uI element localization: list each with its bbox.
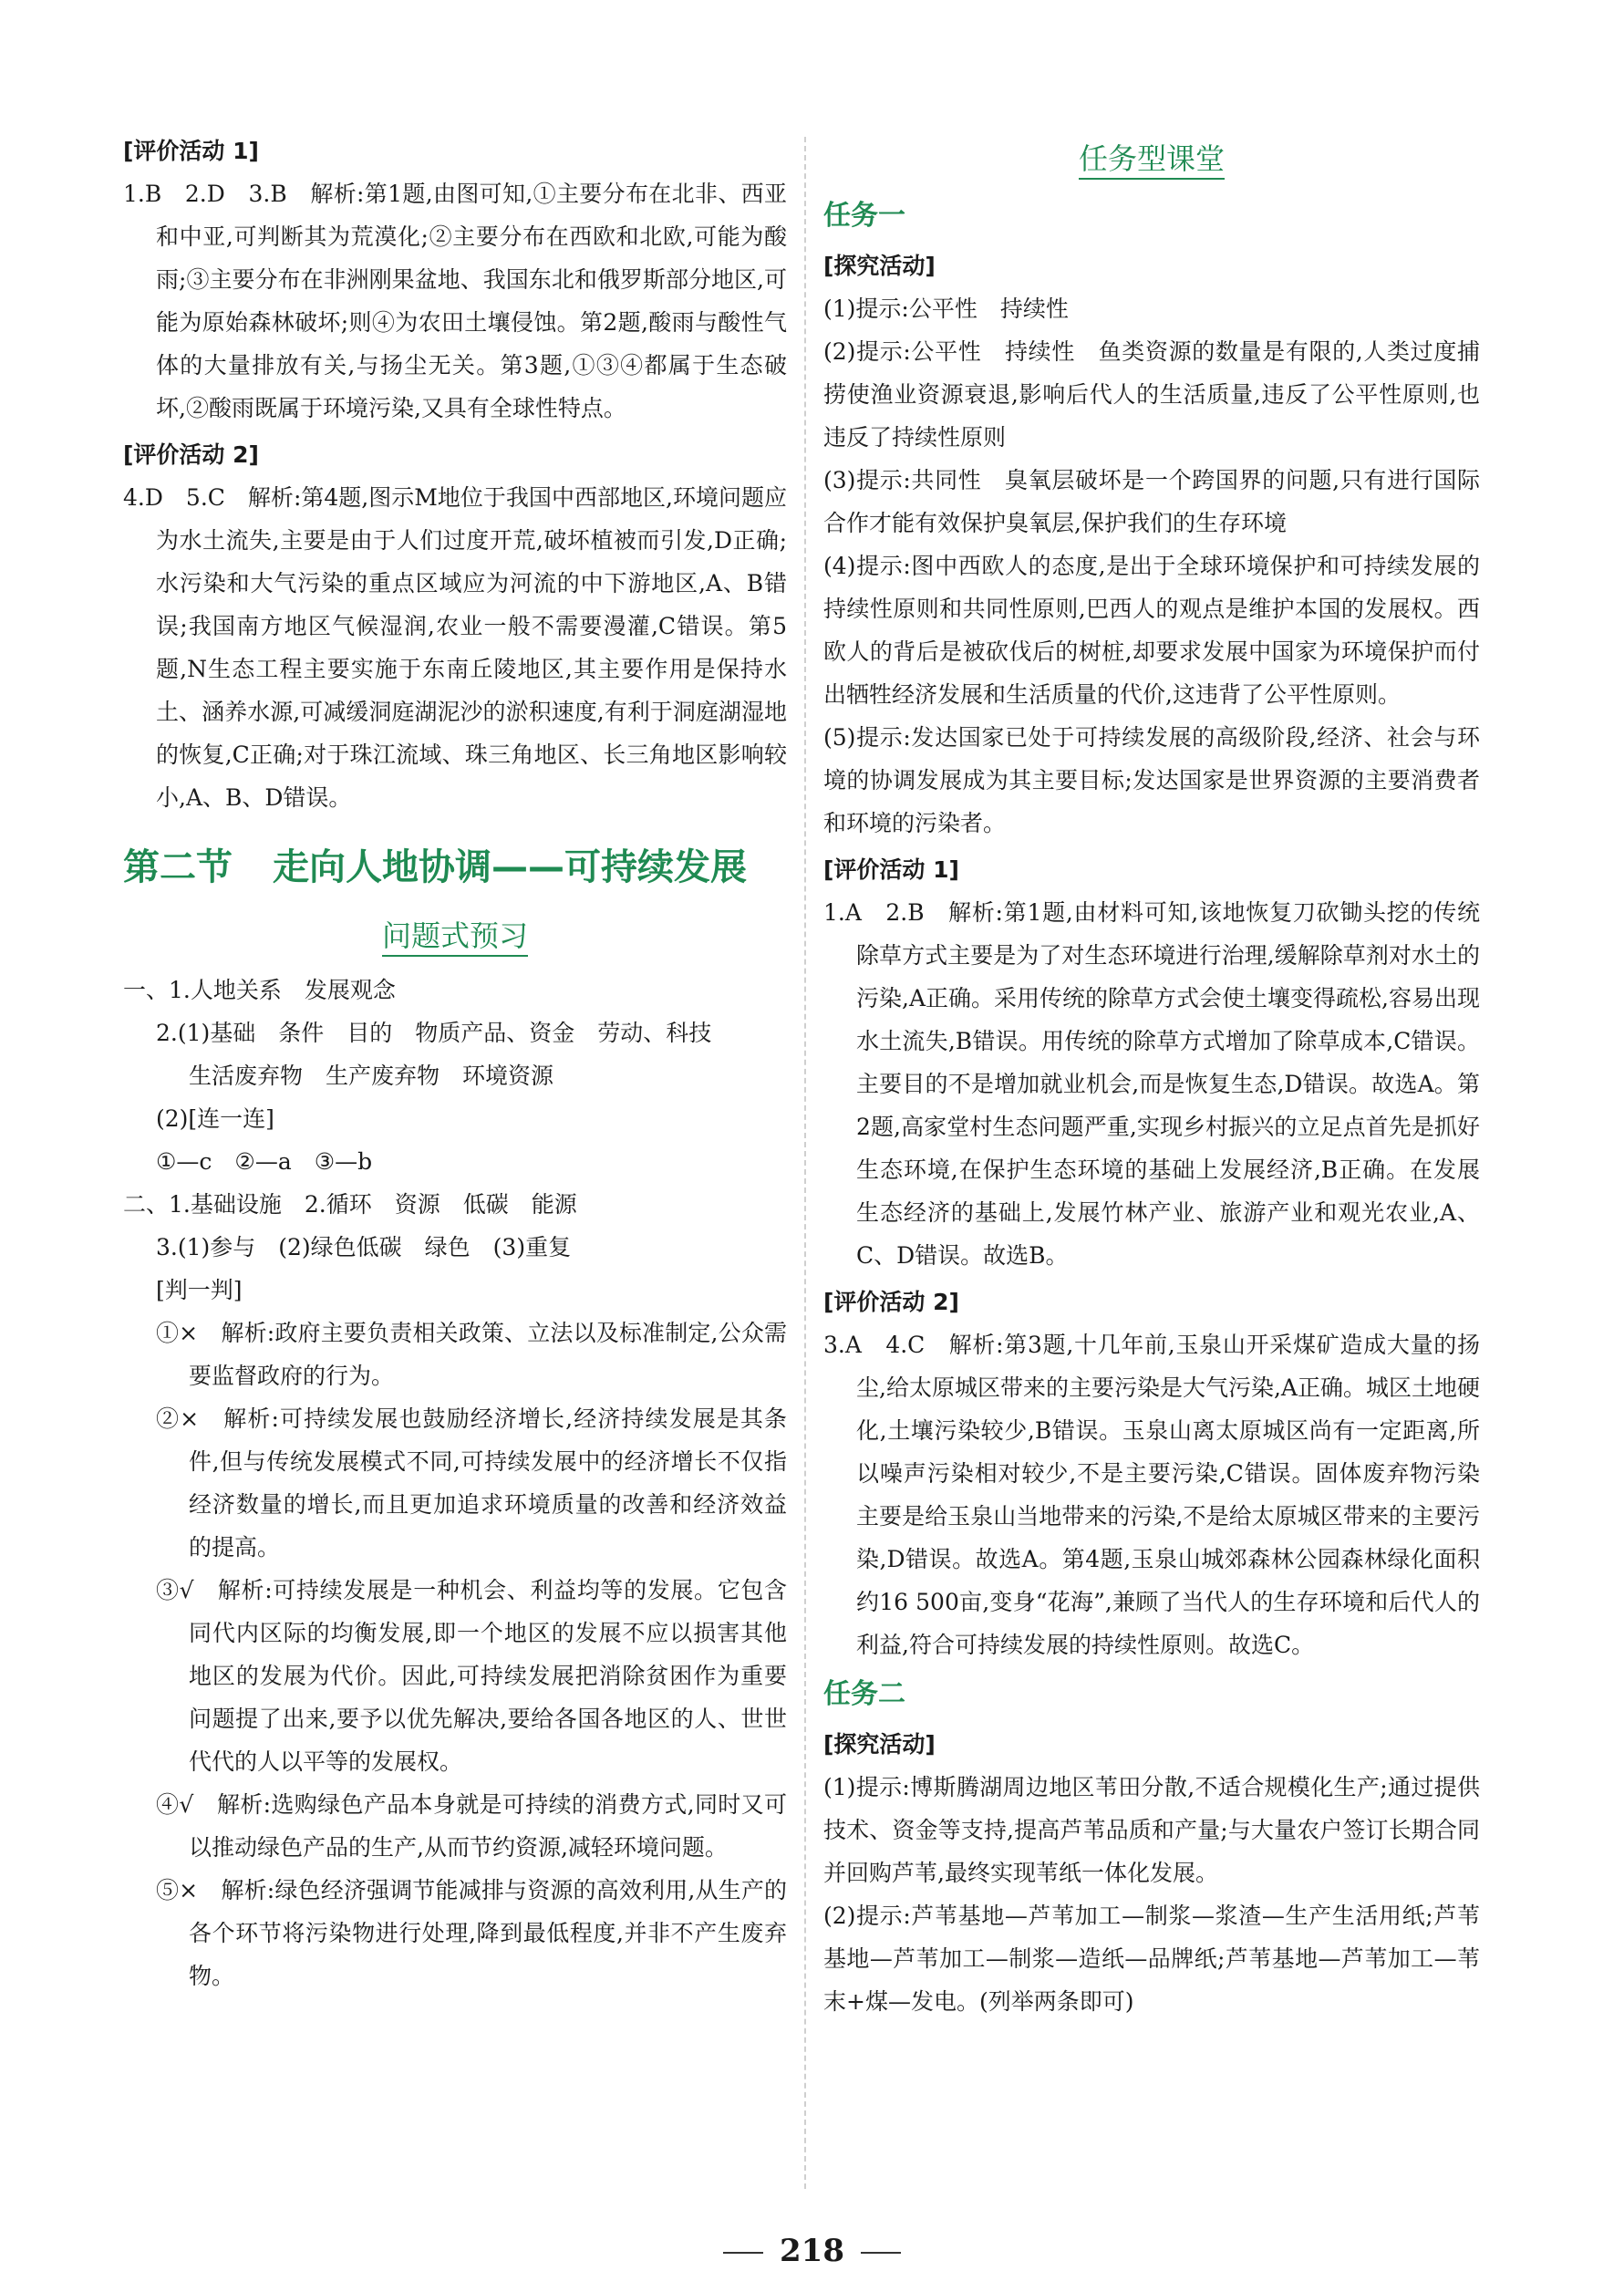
section-number: 第二节 — [123, 846, 233, 888]
section-name: 走向人地协调——可持续发展 — [273, 846, 747, 888]
judge-label: [判一判] — [156, 1277, 243, 1303]
eval-activity-1-label: [评价活动 1] — [123, 138, 259, 164]
eval-activity-2-answer: 4.D 5.C 解析:第4题,图示M地位于我国中西部地区,环境问题应为水土流失,主要是由于人们过度开荒,破坏植被而引发,D正确;水污染和大气污染的重点区域应为河流的中下游地区,A、B错误;我国南方地区气候湿润,农业一般不需要漫灌,C错误。第5题,N生态工程主要实施于东南丘陵地区,其主要作用是保持水土、涵养水源,可减缓洞庭湖泥沙的淤积速度,有利于洞庭湖湿地的恢复,C正确;对于珠江流域、珠三角地区、长三角地区影响较小,A、B、D错误。 — [123, 484, 787, 811]
explore-1-item-4: (4)提示:图中西欧人的态度,是出于全球环境保护和可持续发展的持续性原则和共同性原则,巴西人的观点是维护本国的发展权。西欧人的背后是被砍伐后的树桩,却要求发展中国家为环境保护而付出牺牲经济发展和生活质量的代价,这违背了公平性原则。 — [823, 553, 1480, 708]
preview-title: 问题式预习 — [123, 908, 787, 963]
section-title — [123, 834, 787, 901]
task1-eval-2-label: [评价活动 2] — [823, 1289, 959, 1315]
eval-activity-2-label: [评价活动 2] — [123, 441, 259, 468]
explore-activity-1-label: [探究活动] — [823, 253, 936, 279]
explore-2-item-2: (2)提示:芦苇基地—芦苇加工—制浆—浆渣—生产生活用纸;芦苇基地—芦苇加工—制浆—造纸—品牌纸;芦苇基地—芦苇加工—苇末+煤—发电。(列举两条即可) — [823, 1903, 1480, 2015]
judge-item-4: ④√ 解析:选购绿色产品本身就是可持续的消费方式,同时又可以推动绿色产品的生产,从而节约资源,减轻环境问题。 — [156, 1791, 787, 1861]
preview-line-4: (2)[连一连] — [156, 1105, 274, 1132]
preview-line-1: 一、1.人地关系 发展观念 — [123, 977, 396, 1003]
explore-activity-2-label: [探究活动] — [823, 1731, 936, 1758]
class-title: 任务型课堂 — [823, 131, 1480, 186]
explore-2-item-1: (1)提示:博斯腾湖周边地区苇田分散,不适合规模化生产;通过提供技术、资金等支持,提高芦苇品质和产量;与大量农户签订长期合同并回购芦苇,最终实现苇纸一体化发展。 — [823, 1774, 1480, 1886]
explore-1-item-5: (5)提示:发达国家已处于可持续发展的高级阶段,经济、社会与环境的协调发展成为其主要目标;发达国家是世界资源的主要消费者和环境的污染者。 — [823, 724, 1480, 836]
column-divider — [804, 137, 806, 2189]
judge-item-2: ②× 解析:可持续发展也鼓励经济增长,经济持续发展是其条件,但与传统发展模式不同,可持续发展中的经济增长不仅指经济数量的增长,而且更加追求环境质量的改善和经济效益的提高。 — [156, 1405, 787, 1561]
judge-item-3: ③√ 解析:可持续发展是一种机会、利益均等的发展。它包含同代内区际的均衡发展,即一个地区的发展不应以损害其他地区的发展为代价。因此,可持续发展把消除贫困作为重要问题提了出来,要予以优先解决,要给各国各地区的人、世世代代的人以平等的发展权。 — [156, 1577, 787, 1775]
preview-line-6: 二、1.基础设施 2.循环 资源 低碳 能源 — [123, 1191, 577, 1218]
preview-line-3: 生活废弃物 生产废弃物 环境资源 — [189, 1063, 554, 1089]
eval-activity-1-answer: 1.B 2.D 3.B 解析:第1题,由图可知,①主要分布在北非、西亚和中亚,可判断其为荒漠化;②主要分布在西欧和北欧,可能为酸雨;③主要分布在非洲刚果盆地、我国东北和俄罗斯部分地区,可能为原始森林破坏;则④为农田土壤侵蚀。第2题,酸雨与酸性气体的大量排放有关,与扬尘无关。第3题,①③④都属于生态破坏,②酸雨既属于环境污染,又具有全球性特点。 — [123, 181, 787, 421]
preview-line-7: 3.(1)参与 (2)绿色低碳 绿色 (3)重复 — [156, 1234, 572, 1260]
preview-line-5: ①—c ②—a ③—b — [156, 1148, 373, 1175]
left-column — [123, 126, 787, 1997]
judge-item-5: ⑤× 解析:绿色经济强调节能减排与资源的高效利用,从生产的各个环节将污染物进行处理,降到最低程度,并非不产生废弃物。 — [156, 1877, 787, 1989]
preview-line-2: 2.(1)基础 条件 目的 物质产品、资金 劳动、科技 — [156, 1020, 712, 1046]
right-column — [823, 126, 1480, 2023]
judge-item-1: ①× 解析:政府主要负责相关政策、立法以及标准制定,公众需要监督政府的行为。 — [156, 1320, 787, 1389]
task1-eval-1-answer: 1.A 2.B 解析:第1题,由材料可知,该地恢复刀砍锄头挖的传统除草方式主要是为了对生态环境进行治理,缓解除草剂对水土的污染,A正确。采用传统的除草方式会使土壤变得疏松,容易出现水土流失,B错误。用传统的除草方式增加了除草成本,C错误。主要目的不是增加就业机会,而是恢复生态,D错误。故选A。第2题,高家堂村生态问题严重,实现乡村振兴的立足点首先是抓好生态环境,在保护生态环境的基础上发展经济,B正确。在发展生态经济的基础上,发展竹林产业、旅游产业和观光农业,A、C、D错误。故选B。 — [823, 899, 1480, 1269]
task1-eval-2-answer: 3.A 4.C 解析:第3题,十几年前,玉泉山开采煤矿造成大量的扬尘,给太原城区带来的主要污染是大气污染,A正确。城区土地硬化,土壤污染较少,B错误。玉泉山离太原城区尚有一定距离,所以噪声污染相对较少,不是主要污染,C错误。固体废弃物污染主要是给玉泉山当地带来的污染,不是给太原城区带来的主要污染,D错误。故选A。第4题,玉泉山城郊森林公园森林绿化面积约16 500亩,变身“花海”,兼顾了当代人的生存环境和后代人的利益,符合可持续发展的持续性原则。故选C。 — [823, 1332, 1480, 1658]
task-2-heading: 任务二 — [823, 1678, 905, 1710]
page-number: 218 — [0, 2233, 1624, 2269]
task-1-heading: 任务一 — [823, 200, 905, 232]
explore-1-item-1: (1)提示:公平性 持续性 — [823, 296, 1069, 322]
explore-1-item-2: (2)提示:公平性 持续性 鱼类资源的数量是有限的,人类过度捕捞使渔业资源衰退,影响后代人的生活质量,违反了公平性原则,也违反了持续性原则 — [823, 338, 1480, 451]
task1-eval-1-label: [评价活动 1] — [823, 856, 959, 883]
explore-1-item-3: (3)提示:共同性 臭氧层破坏是一个跨国界的问题,只有进行国际合作才能有效保护臭氧层,保护我们的生存环境 — [823, 467, 1480, 536]
